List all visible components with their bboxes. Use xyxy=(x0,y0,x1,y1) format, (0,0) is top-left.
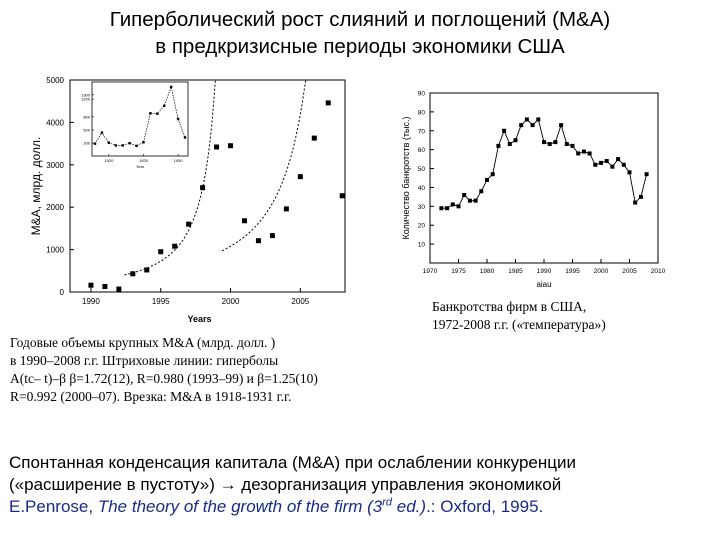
bankruptcy-data-point xyxy=(514,138,518,142)
mna-data-point xyxy=(116,287,121,292)
mna-inset-x-tick-label: 1930 xyxy=(173,158,183,163)
mna-inset-x-tick-label: 1925 xyxy=(139,158,148,163)
bankruptcy-data-point xyxy=(588,151,592,155)
bankruptcy-data-point xyxy=(468,199,472,203)
mna-y-tick-label: 4000 xyxy=(46,118,64,128)
bankruptcy-y-tick-label: 50 xyxy=(417,166,425,174)
mna-inset-point xyxy=(121,144,123,146)
mna-x-tick-label: 1990 xyxy=(82,297,100,306)
mna-y-axis-label: M&A, млрд. долл. xyxy=(29,136,43,236)
mna-inset-y-tick-label: 1200 xyxy=(81,96,90,102)
mna-inset-x-tick-label: 1920 xyxy=(104,158,114,163)
mna-data-point xyxy=(214,144,219,149)
slide-title xyxy=(0,6,720,60)
conclusion-text xyxy=(9,452,576,518)
bankruptcy-x-tick-label: 1970 xyxy=(422,268,438,275)
mna-inset-point xyxy=(135,145,137,147)
bankruptcy-data-point xyxy=(639,195,643,199)
mna-x-axis-label: Years xyxy=(187,314,212,324)
bankruptcy-data-point xyxy=(479,189,483,193)
bankruptcy-caption-line: 1972-2008 г.г. («температура») xyxy=(432,317,606,332)
bankruptcy-data-point xyxy=(593,163,597,167)
mna-y-tick-label: 1000 xyxy=(46,245,64,255)
bankruptcy-data-point xyxy=(462,193,466,197)
bankruptcy-x-tick-label: 2000 xyxy=(593,268,609,275)
bankruptcy-y-tick-label: 60 xyxy=(417,147,425,155)
bankruptcy-y-tick-label: 30 xyxy=(417,203,425,211)
mna-caption-line: R=0.992 (2000–07). Врезка: M&A в 1918-1931 г.г. xyxy=(10,389,292,404)
reference xyxy=(9,496,576,518)
bankruptcy-caption-line: Банкротства фирм в США, xyxy=(432,299,587,314)
mna-inset-point xyxy=(149,112,151,114)
mna-y-tick-label: 3000 xyxy=(46,160,64,170)
mna-data-point xyxy=(186,222,191,227)
bankruptcy-data-point xyxy=(571,144,575,148)
mna-data-point xyxy=(270,233,275,238)
bankruptcy-data-point xyxy=(508,142,512,146)
mna-inset-y-tick-label: 500 xyxy=(83,127,90,133)
mna-data-point xyxy=(130,271,135,276)
mna-data-point xyxy=(158,249,163,254)
bankruptcy-x-tick-label: 1995 xyxy=(565,268,580,275)
mna-data-point xyxy=(340,193,345,198)
bankruptcy-data-point xyxy=(628,170,632,174)
bankruptcy-data-point xyxy=(445,206,449,210)
mna-data-point xyxy=(102,284,107,289)
bankruptcy-y-tick-label: 20 xyxy=(417,222,425,230)
bankruptcy-data-point xyxy=(548,142,552,146)
bankruptcy-chart xyxy=(395,85,695,300)
bankruptcy-y-tick-label: 10 xyxy=(417,241,425,249)
reference-title: The theory of the growth of the firm (3rd ed.) xyxy=(97,496,427,516)
bankruptcy-x-tick-label: 1975 xyxy=(451,268,466,275)
bankruptcy-data-point xyxy=(496,144,500,148)
mna-hyperbola-fit xyxy=(222,80,331,251)
bankruptcy-x-tick-label: 2010 xyxy=(650,268,666,275)
title-line-2: в предкризисные периоды экономики США xyxy=(155,35,565,58)
mna-y-tick-label: 2000 xyxy=(46,203,64,213)
mna-data-point xyxy=(242,218,247,223)
bankruptcy-data-point xyxy=(491,172,495,176)
mna-data-point xyxy=(298,174,303,179)
mna-inset-point xyxy=(142,141,144,143)
bankruptcy-x-tick-label: 2005 xyxy=(622,268,637,275)
bankruptcy-data-point xyxy=(451,202,455,206)
mna-caption xyxy=(10,334,318,406)
mna-data-point xyxy=(228,143,233,148)
bankruptcy-y-tick-label: 80 xyxy=(417,109,425,117)
bankruptcy-data-point xyxy=(576,151,580,155)
bankruptcy-x-tick-label: 1980 xyxy=(479,268,495,275)
mna-inset-point xyxy=(163,105,165,107)
bankruptcy-data-point xyxy=(439,206,443,210)
mna-chart xyxy=(0,70,380,340)
mna-inset-point xyxy=(156,113,158,115)
conclusion-line-2: («расширение в пустоту») → дезорганизация управления экономикой xyxy=(9,475,562,494)
bankruptcy-data-point xyxy=(502,129,506,133)
bankruptcy-y-tick-label: 90 xyxy=(417,90,425,98)
mna-data-point xyxy=(256,238,261,243)
bankruptcy-data-point xyxy=(457,204,461,208)
bankruptcy-caption xyxy=(432,298,606,334)
bankruptcy-data-point xyxy=(536,117,540,121)
reference-author: E.Penrose, xyxy=(9,497,94,516)
bankruptcy-data-point xyxy=(633,201,637,205)
bankruptcy-data-point xyxy=(616,157,620,161)
bankruptcy-data-point xyxy=(525,117,529,121)
mna-data-point xyxy=(312,136,317,141)
reference-publisher: .: Oxford, 1995. xyxy=(426,497,544,516)
mna-data-point xyxy=(284,206,289,211)
bankruptcy-y-tick-label: 70 xyxy=(417,128,425,136)
bankruptcy-data-point xyxy=(605,159,609,163)
bankruptcy-data-point xyxy=(610,165,614,169)
mna-x-tick-label: 1995 xyxy=(151,297,170,306)
bankruptcy-data-point xyxy=(485,178,489,182)
title-line-1: Гиперболический рост слияний и поглощений (M&A) xyxy=(109,8,611,31)
mna-data-point xyxy=(144,267,149,272)
mna-caption-line: A(tc– t)–β β=1.72(12), R=0.980 (1993–99) и β=1.25(10) xyxy=(10,371,318,386)
bankruptcy-y-tick-label: 40 xyxy=(417,184,425,192)
mna-inset-point xyxy=(177,118,179,120)
mna-caption-line: Годовые объемы крупных M&A (млрд. долл. ) xyxy=(10,335,276,350)
bankruptcy-data-point xyxy=(645,172,649,176)
bankruptcy-data-point xyxy=(519,123,523,127)
conclusion-line-1: Спонтанная конденсация капитала (M&A) при ослаблении конкуренции xyxy=(9,453,576,472)
mna-inset-frame xyxy=(92,82,188,156)
bankruptcy-data-point xyxy=(531,123,535,127)
mna-inset-y-tick-label: 200 xyxy=(83,140,90,146)
bankruptcy-x-tick-label: 1985 xyxy=(508,268,523,275)
mna-data-point xyxy=(326,100,331,105)
mna-data-point xyxy=(88,283,93,288)
mna-x-tick-label: 2000 xyxy=(221,297,240,306)
mna-inset-point xyxy=(115,144,117,146)
bankruptcy-data-point xyxy=(599,161,603,165)
bankruptcy-x-axis-label: aiau xyxy=(536,280,552,289)
mna-inset-point xyxy=(94,142,96,144)
bankruptcy-plot-frame xyxy=(430,93,658,263)
bankruptcy-data-point xyxy=(565,142,569,146)
mna-inset-y-tick-label: 800 xyxy=(83,114,90,120)
mna-inset-x-axis-label: Year xyxy=(135,164,145,169)
bankruptcy-series-line xyxy=(441,119,646,208)
bankruptcy-y-axis-label: Количество банкротств (тыс.) xyxy=(401,116,411,240)
bankruptcy-data-point xyxy=(622,163,626,167)
mna-y-tick-label: 0 xyxy=(59,288,64,297)
bankruptcy-data-point xyxy=(582,150,586,154)
bankruptcy-data-point xyxy=(553,140,557,144)
mna-data-point xyxy=(172,244,177,249)
mna-x-tick-label: 2005 xyxy=(291,297,310,306)
mna-inset-point xyxy=(108,142,110,144)
mna-inset-y-tick-label: 1300 xyxy=(81,92,90,98)
mna-data-point xyxy=(200,185,205,190)
mna-caption-line: в 1990–2008 г.г. Штриховые линии: гиперболы xyxy=(10,353,279,368)
bankruptcy-data-point xyxy=(559,123,563,127)
bankruptcy-data-point xyxy=(474,199,478,203)
mna-y-tick-label: 5000 xyxy=(46,76,64,85)
mna-inset-point xyxy=(184,136,186,138)
mna-inset-point xyxy=(170,86,172,88)
bankruptcy-x-tick-label: 1990 xyxy=(536,268,552,275)
bankruptcy-data-point xyxy=(542,140,546,144)
mna-inset-point xyxy=(101,131,103,133)
mna-inset-point xyxy=(128,142,130,144)
